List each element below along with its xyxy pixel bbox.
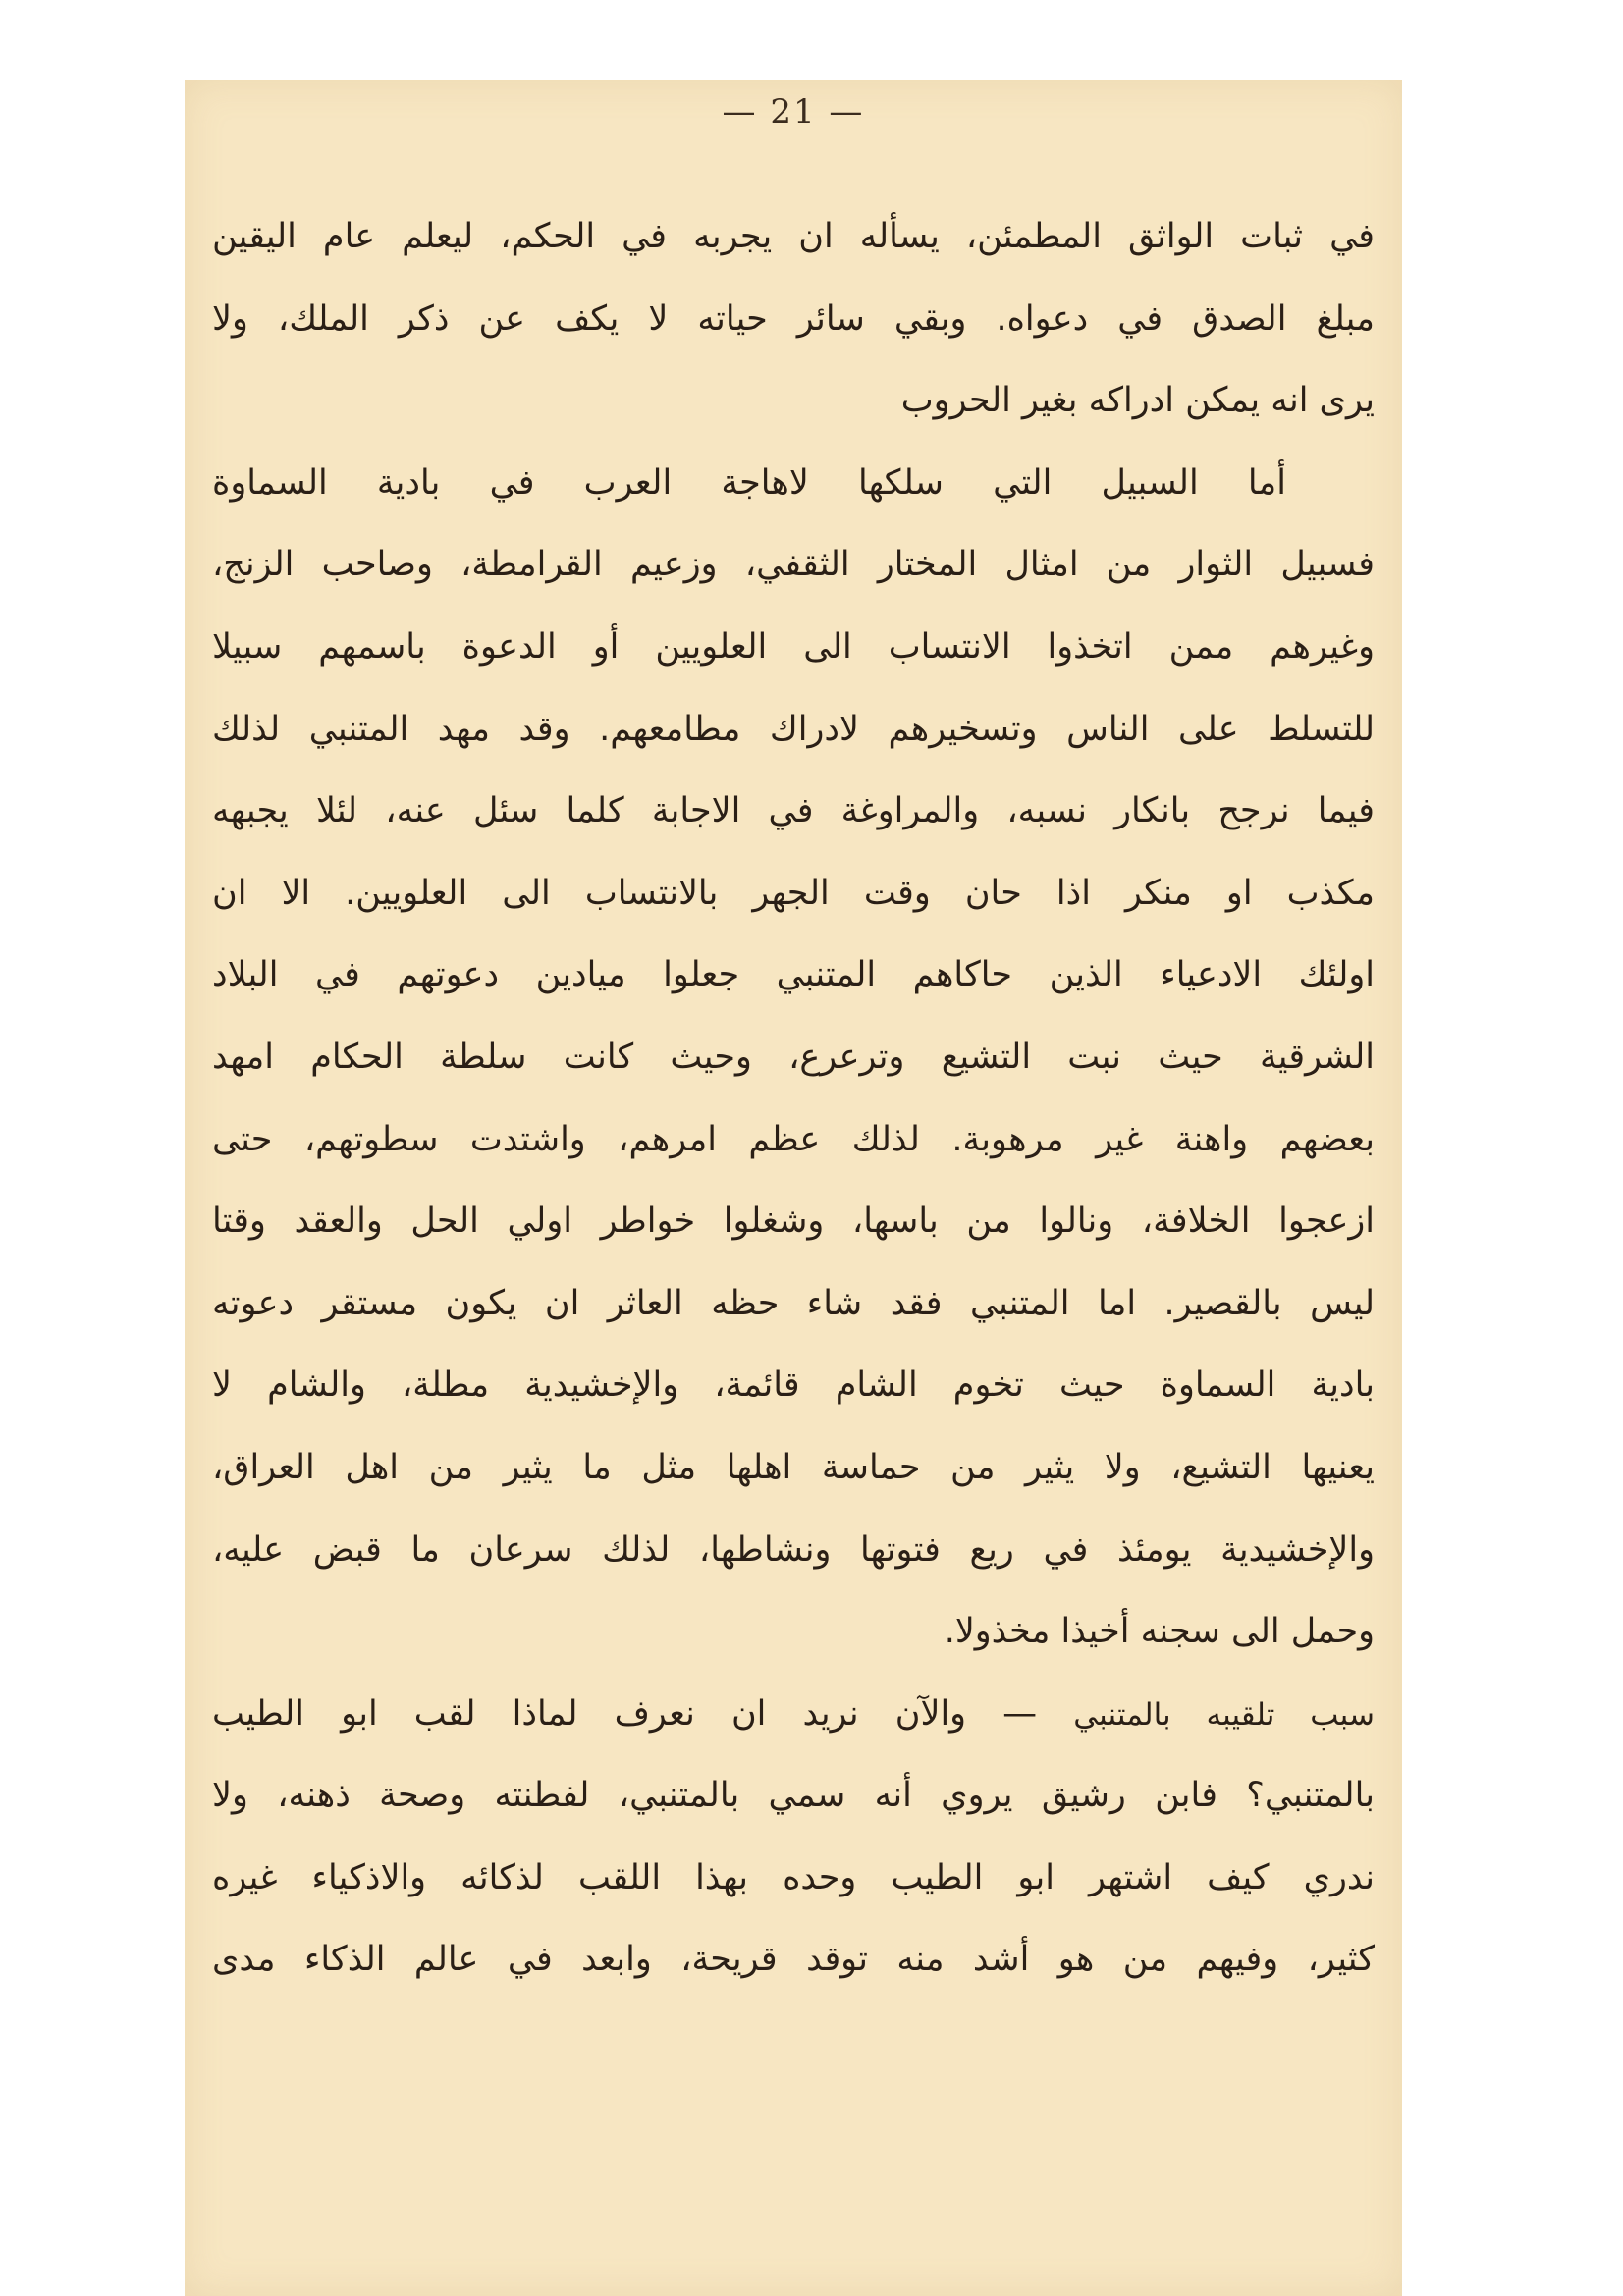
text-line: كثير، وفيهم من هو أشد منه توقد قريحة، وابعد في عالم الذكاء مدى	[212, 1940, 1375, 1980]
text-line: أما السبيل التي سلكها لاهاجة العرب في بادية السماوة	[212, 462, 1286, 503]
text-line: وحمل الى سجنه أخيذا مخذولا.	[944, 1612, 1375, 1652]
text-line: فسبيل الثوار من امثال المختار الثقفي، وزعيم القرامطة، وصاحب الزنج،	[212, 545, 1375, 585]
text-line: بالمتنبي؟ فابن رشيق يروي أنه سمي بالمتنبي، لفطنته وصحة ذهنه، ولا	[212, 1776, 1375, 1816]
page-number: — 21 —	[722, 92, 865, 132]
text-line: والإخشيدية يومئذ في ريع فتوتها ونشاطها، لذلك سرعان ما قبض عليه،	[212, 1529, 1375, 1570]
body-text	[212, 196, 1375, 2002]
text-line: مكذب او منكر اذا حان وقت الجهر بالانتساب الى العلويين. الا ان	[212, 873, 1375, 913]
text-line: في ثبات الواثق المطمئن، يسأله ان يجربه في الحكم، ليعلم عام اليقين	[212, 217, 1375, 256]
text-line: مبلغ الصدق في دعواه. وبقي سائر حياته لا يكف عن ذكر الملك، ولا	[212, 298, 1375, 339]
book-page	[185, 80, 1402, 2296]
text-line: فيما نرجح بانكار نسبه، والمراوغة في الاجابة كلما سئل عنه، لئلا يجبهه	[212, 791, 1375, 831]
text-line: ليس بالقصير. اما المتنبي فقد شاء حظه العاثر ان يكون مستقر دعوته	[212, 1283, 1375, 1323]
text-line: الشرقية حيث نبت التشيع وترعرع، وحيث كانت سلطة الحكام امهد	[212, 1037, 1375, 1077]
text-line: يعنيها التشيع، ولا يثير من حماسة اهلها مثل ما يثير من اهل العراق،	[212, 1447, 1375, 1487]
text-line: ازعجوا الخلافة، ونالوا من باسها، وشغلوا خواطر اولي الحل والعقد وقتا	[212, 1201, 1375, 1242]
text-line: سبب تلقيبه بالمتنبي — والآن نريد ان نعرف لماذا لقب ابو الطيب	[212, 1693, 1375, 1734]
text-line: ندري كيف اشتهر ابو الطيب وحده بهذا اللقب لذكائه والاذكياء غيره	[212, 1857, 1375, 1897]
text-line: بعضهم واهنة غير مرهوبة. لذلك عظم امرهم، واشتدت سطوتهم، حتى	[212, 1119, 1375, 1159]
text-line: يرى انه يمكن ادراكه بغير الحروب	[900, 381, 1375, 421]
text-line: اولئك الادعياء الذين حاكاهم المتنبي جعلوا ميادين دعوتهم في البلاد	[212, 955, 1375, 995]
section-heading: سبب تلقيبه بالمتنبي	[1073, 1696, 1375, 1733]
text-line: وغيرهم ممن اتخذوا الانتساب الى العلويين أو الدعوة باسمهم سبيلا	[212, 626, 1375, 667]
text-line: بادية السماوة حيث تخوم الشام قائمة، والإخشيدية مطلة، والشام لا	[212, 1365, 1375, 1406]
text-line: للتسلط على الناس وتسخيرهم لادراك مطامعهم. وقد مهد المتنبي لذلك	[212, 709, 1375, 749]
